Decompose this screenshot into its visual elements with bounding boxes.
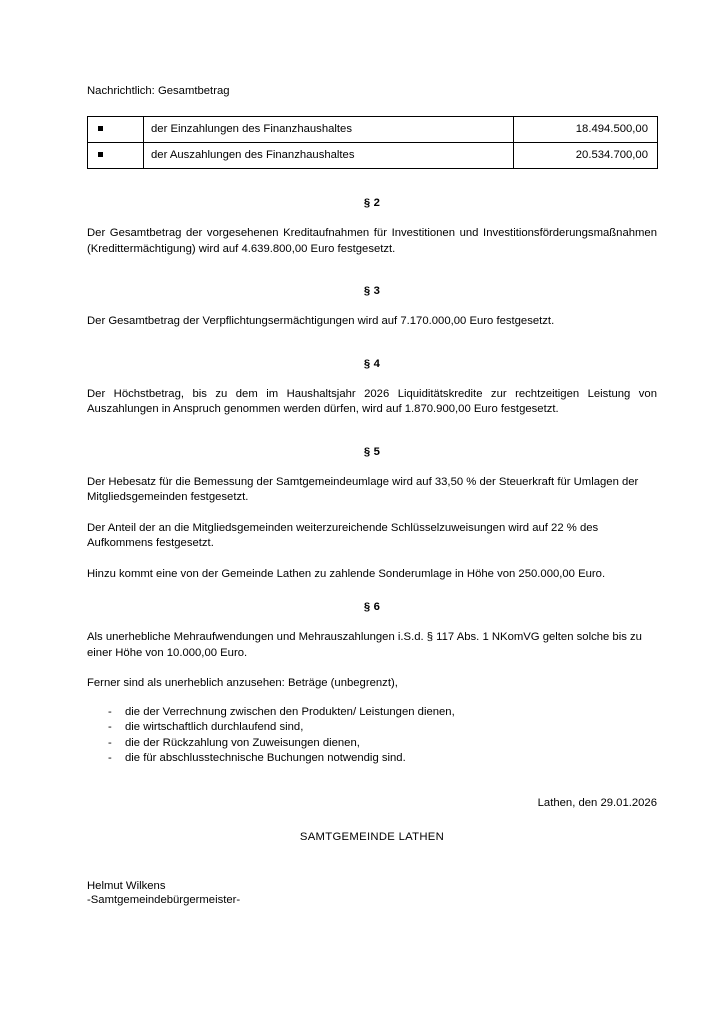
spacer: [87, 843, 657, 879]
list-item-label: die wirtschaftlich durchlaufend sind,: [125, 721, 304, 733]
spacer: [87, 169, 657, 197]
section-6-paragraph-2: Ferner sind als unerheblich anzusehen: Beträge (unbegrenzt),: [87, 677, 398, 689]
spacer: [87, 297, 657, 314]
table-cell-description: der Einzahlungen des Finanzhaushaltes: [144, 117, 514, 143]
table-cell-amount: 18.494.500,00: [514, 117, 658, 143]
lead-note: Nachrichtlich: Gesamtbetrag: [87, 85, 230, 97]
section-2-paragraph-1: Der Gesamtbetrag der vorgesehenen Kreditaufnahmen für Investitionen und Investitionsförderungsmaßnahmen (Kredittermächtigung) wird auf 4.639.800,00 Euro festgesetzt.: [87, 227, 657, 255]
dash-bullet-icon: -: [108, 721, 112, 733]
signature-organisation: SAMTGEMEINDE LATHEN: [299, 830, 445, 843]
square-bullet-icon: [98, 126, 103, 131]
list-item: [87, 751, 657, 767]
table-cell-bullet: [88, 117, 144, 143]
section-heading-5: § 5: [363, 445, 381, 458]
spacer: [87, 209, 657, 226]
list-item-label: die für abschlusstechnische Buchungen notwendig sind.: [125, 752, 406, 764]
section-5-paragraph-1: Der Hebesatz für die Bemessung der Samtgemeindeumlage wird auf 33,50 % der Steuerkraft für Umlagen der Mitgliedsgemeinden festgesetzt.: [87, 475, 639, 503]
list-item-label: die der Rückzahlung von Zuweisungen dienen,: [125, 736, 360, 749]
dash-bullet-icon: -: [108, 752, 112, 764]
table-row: [88, 143, 658, 169]
spacer: [87, 330, 657, 358]
dash-bullet-icon: -: [108, 736, 112, 749]
spacer: [87, 257, 657, 285]
section-4-paragraph-1: Der Höchstbetrag, bis zu dem im Haushaltsjahr 2026 Liquiditätskredite zur rechtzeitigen Leistung von Auszahlungen in Anspruch genommen werden dürfen, wird auf 1.870.900,00 Euro festgesetzt.: [87, 387, 657, 415]
signature-place-date: Lathen, den 29.01.2026: [537, 796, 657, 809]
section-5-paragraph-2: Der Anteil der an die Mitgliedsgemeinden weiterzureichende Schlüsselzuweisungen wird auf 22 % des Aufkommens festgesetzt.: [87, 521, 599, 549]
list-item: [87, 736, 657, 752]
spacer: [87, 370, 657, 387]
section-heading-2: § 2: [363, 197, 381, 209]
spacer: [87, 809, 657, 831]
signature-name: Helmut Wilkens: [87, 879, 166, 892]
unerheblich-dash-list: [87, 705, 657, 767]
section-5-paragraph-3: Hinzu kommt eine von der Gemeinde Lathen zu zahlende Sonderumlage in Höhe von 250.000,00 Euro.: [87, 567, 606, 580]
table-cell-description: der Auszahlungen des Finanzhaushaltes: [144, 143, 514, 169]
section-heading-4: § 4: [363, 357, 381, 370]
list-item: [87, 720, 657, 736]
table-row: [88, 117, 658, 143]
list-item: [87, 705, 657, 721]
spacer: [87, 582, 657, 601]
spacer: [87, 767, 657, 797]
signature-title: -Samtgemeindebürgermeister-: [87, 893, 241, 906]
document-content: [87, 84, 657, 907]
dash-bullet-icon: -: [108, 705, 112, 718]
spacer: [87, 418, 657, 446]
spacer: [87, 458, 657, 475]
list-item-label: die der Verrechnung zwischen den Produkten/ Leistungen dienen,: [125, 705, 455, 718]
section-heading-6: § 6: [363, 601, 381, 613]
section-3-paragraph-1: Der Gesamtbetrag der Verpflichtungsermächtigungen wird auf 7.170.000,00 Euro festgesetzt.: [87, 315, 555, 327]
spacer: [87, 613, 657, 630]
amounts-table: [87, 116, 658, 169]
section-heading-3: § 3: [363, 285, 381, 297]
section-6-paragraph-1: Als unerhebliche Mehraufwendungen und Mehrauszahlungen i.S.d. § 117 Abs. 1 NKomVG gelten solche bis zu einer Höhe von 10.000,00 Euro.: [87, 631, 642, 659]
table-cell-amount: 20.534.700,00: [514, 143, 658, 169]
table-cell-bullet: [88, 143, 144, 169]
square-bullet-icon: [98, 152, 103, 157]
